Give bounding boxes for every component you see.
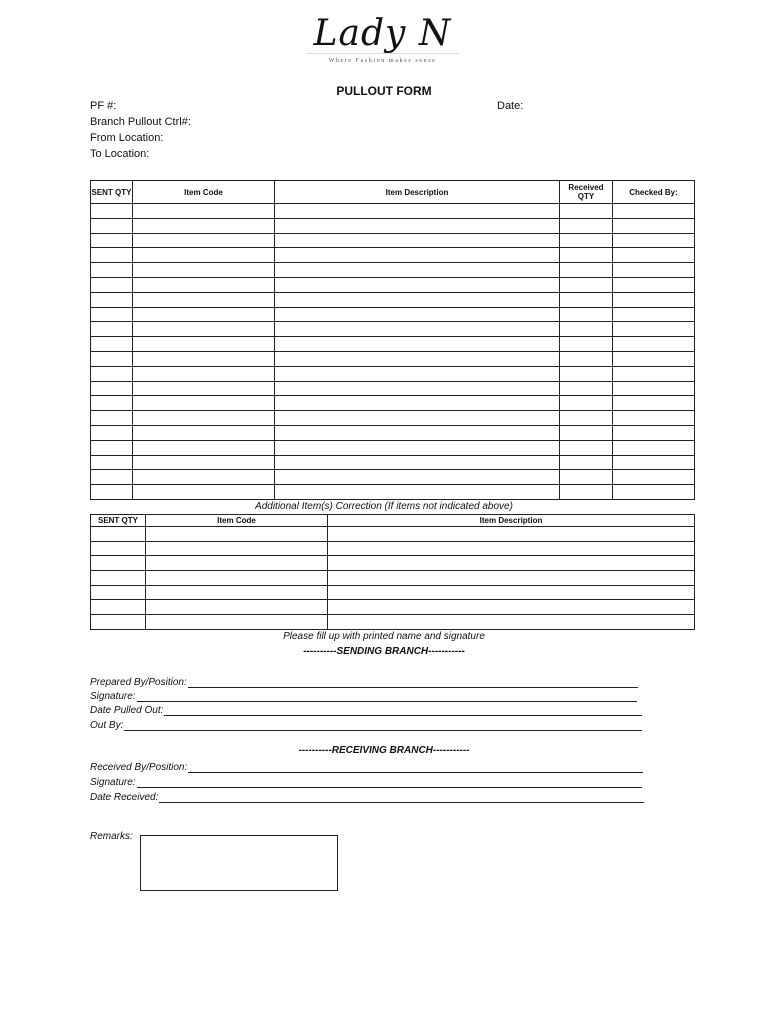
checked-by-cell[interactable] <box>613 470 695 485</box>
sent-qty-cell[interactable] <box>91 455 133 470</box>
item-code-cell[interactable] <box>133 277 275 292</box>
sending-signature-label: Signature: <box>90 691 136 702</box>
checked-by-cell[interactable] <box>613 263 695 278</box>
form-title: PULLOUT FORM <box>336 84 432 98</box>
item-code-cell[interactable] <box>133 455 275 470</box>
received-by-field[interactable] <box>90 759 643 773</box>
item-description-cell[interactable] <box>328 585 695 600</box>
checked-by-cell[interactable] <box>613 455 695 470</box>
item-code-cell[interactable] <box>146 600 328 615</box>
date-received-line[interactable] <box>159 792 644 803</box>
table-header-row <box>91 515 695 527</box>
received-qty-cell[interactable] <box>560 248 613 263</box>
item-description-cell[interactable] <box>275 381 560 396</box>
item-code-cell[interactable] <box>133 366 275 381</box>
pf-number-label: PF #: <box>90 100 117 112</box>
item-description-cell[interactable] <box>275 337 560 352</box>
item-description-cell[interactable] <box>275 411 560 426</box>
date-label: Date: <box>497 100 524 112</box>
received-qty-cell[interactable] <box>560 381 613 396</box>
received-qty-cell[interactable] <box>560 292 613 307</box>
table-row <box>91 527 695 542</box>
received-qty-cell[interactable] <box>560 455 613 470</box>
table-row <box>91 218 695 233</box>
sending-signature-line[interactable] <box>137 691 637 702</box>
header-sent-qty: SENT QTY <box>91 515 146 527</box>
received-by-line[interactable] <box>188 762 643 773</box>
item-description-cell[interactable] <box>275 470 560 485</box>
item-code-cell[interactable] <box>146 585 328 600</box>
table-row <box>91 585 695 600</box>
sent-qty-cell[interactable] <box>91 556 146 571</box>
branch-pullout-ctrl-label: Branch Pullout Ctrl#: <box>90 116 191 128</box>
sent-qty-cell[interactable] <box>91 425 133 440</box>
header-received-qty: Received QTY <box>560 181 613 204</box>
item-description-cell[interactable] <box>275 322 560 337</box>
sent-qty-cell[interactable] <box>91 470 133 485</box>
sent-qty-cell[interactable] <box>91 351 133 366</box>
received-qty-cell[interactable] <box>560 425 613 440</box>
item-description-cell[interactable] <box>275 425 560 440</box>
item-code-cell[interactable] <box>133 204 275 219</box>
table-row <box>91 411 695 426</box>
item-description-cell[interactable] <box>328 571 695 586</box>
remarks-box[interactable] <box>140 835 338 891</box>
receiving-signature-line[interactable] <box>137 777 642 788</box>
sent-qty-cell[interactable] <box>91 600 146 615</box>
checked-by-cell[interactable] <box>613 485 695 500</box>
date-received-field[interactable] <box>90 789 644 803</box>
item-code-cell[interactable] <box>146 527 328 542</box>
item-code-cell[interactable] <box>133 396 275 411</box>
item-code-cell[interactable] <box>133 248 275 263</box>
item-description-cell[interactable] <box>328 541 695 556</box>
receiving-signature-label: Signature: <box>90 777 136 788</box>
checked-by-cell[interactable] <box>613 322 695 337</box>
checked-by-cell[interactable] <box>613 277 695 292</box>
header-item-description: Item Description <box>328 515 695 527</box>
receiving-branch-title: ----------RECEIVING BRANCH----------- <box>298 745 470 756</box>
item-description-cell[interactable] <box>275 248 560 263</box>
sent-qty-cell[interactable] <box>91 218 133 233</box>
sent-qty-cell[interactable] <box>91 396 133 411</box>
table-row <box>91 263 695 278</box>
item-code-cell[interactable] <box>133 351 275 366</box>
out-by-line[interactable] <box>124 720 642 731</box>
table-row <box>91 366 695 381</box>
sent-qty-cell[interactable] <box>91 233 133 248</box>
sent-qty-cell[interactable] <box>91 571 146 586</box>
checked-by-cell[interactable] <box>613 351 695 366</box>
checked-by-cell[interactable] <box>613 396 695 411</box>
table-row <box>91 233 695 248</box>
received-qty-cell[interactable] <box>560 322 613 337</box>
item-description-cell[interactable] <box>275 396 560 411</box>
received-qty-cell[interactable] <box>560 396 613 411</box>
checked-by-cell[interactable] <box>613 218 695 233</box>
to-location-label: To Location: <box>90 148 150 160</box>
sent-qty-cell[interactable] <box>91 366 133 381</box>
item-description-cell[interactable] <box>275 366 560 381</box>
item-code-cell[interactable] <box>133 218 275 233</box>
received-qty-cell[interactable] <box>560 411 613 426</box>
sent-qty-cell[interactable] <box>91 248 133 263</box>
table-row <box>91 248 695 263</box>
item-code-cell[interactable] <box>133 411 275 426</box>
sending-signature-field[interactable] <box>90 688 637 702</box>
checked-by-cell[interactable] <box>613 204 695 219</box>
table-row <box>91 615 695 630</box>
received-qty-cell[interactable] <box>560 233 613 248</box>
item-code-cell[interactable] <box>146 615 328 630</box>
received-qty-cell[interactable] <box>560 218 613 233</box>
header-item-description: Item Description <box>275 181 560 204</box>
table-row <box>91 455 695 470</box>
table-row <box>91 556 695 571</box>
table-row <box>91 292 695 307</box>
sent-qty-cell[interactable] <box>91 541 146 556</box>
checked-by-cell[interactable] <box>613 381 695 396</box>
date-pulled-out-label: Date Pulled Out: <box>90 705 164 716</box>
item-code-cell[interactable] <box>133 440 275 455</box>
item-code-cell[interactable] <box>146 571 328 586</box>
table-row <box>91 470 695 485</box>
item-description-cell[interactable] <box>275 485 560 500</box>
sent-qty-cell[interactable] <box>91 585 146 600</box>
out-by-label: Out By: <box>90 720 124 731</box>
item-description-cell[interactable] <box>328 556 695 571</box>
table-row <box>91 485 695 500</box>
additional-items-table <box>90 514 695 630</box>
item-code-cell[interactable] <box>133 337 275 352</box>
table-row <box>91 337 695 352</box>
prepared-by-field[interactable] <box>90 674 638 688</box>
received-qty-cell[interactable] <box>560 277 613 292</box>
item-description-cell[interactable] <box>275 263 560 278</box>
item-code-cell[interactable] <box>133 233 275 248</box>
out-by-field[interactable] <box>90 717 642 731</box>
sent-qty-cell[interactable] <box>91 411 133 426</box>
remarks-label: Remarks: <box>90 831 133 842</box>
item-code-cell[interactable] <box>133 425 275 440</box>
fill-instructions: Please fill up with printed name and signature <box>283 631 485 642</box>
date-pulled-out-line[interactable] <box>164 705 642 716</box>
brand-logo <box>300 12 465 74</box>
sent-qty-cell[interactable] <box>91 381 133 396</box>
item-code-cell[interactable] <box>133 381 275 396</box>
sent-qty-cell[interactable] <box>91 263 133 278</box>
item-description-cell[interactable] <box>275 204 560 219</box>
table-header-row <box>91 181 695 204</box>
table-row <box>91 381 695 396</box>
item-description-cell[interactable] <box>275 455 560 470</box>
checked-by-cell[interactable] <box>613 233 695 248</box>
table-row <box>91 571 695 586</box>
checked-by-cell[interactable] <box>613 425 695 440</box>
item-code-cell[interactable] <box>133 470 275 485</box>
checked-by-cell[interactable] <box>613 248 695 263</box>
sent-qty-cell[interactable] <box>91 322 133 337</box>
item-description-cell[interactable] <box>328 615 695 630</box>
date-received-label: Date Received: <box>90 792 159 803</box>
table-row <box>91 541 695 556</box>
received-qty-cell[interactable] <box>560 307 613 322</box>
date-pulled-out-field[interactable] <box>90 702 642 716</box>
prepared-by-line[interactable] <box>188 677 638 688</box>
logo-divider-ornament <box>306 52 459 55</box>
item-description-cell[interactable] <box>275 218 560 233</box>
from-location-label: From Location: <box>90 132 164 144</box>
item-code-cell[interactable] <box>133 292 275 307</box>
sent-qty-cell[interactable] <box>91 615 146 630</box>
sending-branch-title: ----------SENDING BRANCH----------- <box>303 646 465 657</box>
received-qty-cell[interactable] <box>560 337 613 352</box>
received-qty-cell[interactable] <box>560 470 613 485</box>
table-row <box>91 322 695 337</box>
checked-by-cell[interactable] <box>613 440 695 455</box>
pullout-items-table <box>90 180 695 500</box>
item-description-cell[interactable] <box>275 277 560 292</box>
received-by-label: Received By/Position: <box>90 762 188 773</box>
table-row <box>91 425 695 440</box>
table-row <box>91 600 695 615</box>
header-sent-qty: SENT QTY <box>91 181 133 204</box>
table-row <box>91 277 695 292</box>
checked-by-cell[interactable] <box>613 292 695 307</box>
checked-by-cell[interactable] <box>613 337 695 352</box>
item-code-cell[interactable] <box>133 307 275 322</box>
item-code-cell[interactable] <box>133 322 275 337</box>
header-item-code: Item Code <box>133 181 275 204</box>
prepared-by-label: Prepared By/Position: <box>90 677 187 688</box>
item-code-cell[interactable] <box>133 485 275 500</box>
checked-by-cell[interactable] <box>613 366 695 381</box>
received-qty-cell[interactable] <box>560 366 613 381</box>
sent-qty-cell[interactable] <box>91 440 133 455</box>
received-qty-cell[interactable] <box>560 440 613 455</box>
received-qty-cell[interactable] <box>560 485 613 500</box>
sent-qty-cell[interactable] <box>91 307 133 322</box>
table-row <box>91 440 695 455</box>
sent-qty-cell[interactable] <box>91 527 146 542</box>
sent-qty-cell[interactable] <box>91 292 133 307</box>
receiving-signature-field[interactable] <box>90 774 642 788</box>
item-description-cell[interactable] <box>275 233 560 248</box>
item-description-cell[interactable] <box>275 292 560 307</box>
sent-qty-cell[interactable] <box>91 485 133 500</box>
brand-tagline: Where Fashion makes sense <box>328 58 437 64</box>
table-row <box>91 396 695 411</box>
table-row <box>91 307 695 322</box>
sent-qty-cell[interactable] <box>91 337 133 352</box>
received-qty-cell[interactable] <box>560 263 613 278</box>
sent-qty-cell[interactable] <box>91 277 133 292</box>
checked-by-cell[interactable] <box>613 411 695 426</box>
item-description-cell[interactable] <box>328 527 695 542</box>
received-qty-cell[interactable] <box>560 204 613 219</box>
item-description-cell[interactable] <box>275 440 560 455</box>
item-description-cell[interactable] <box>275 351 560 366</box>
item-code-cell[interactable] <box>133 263 275 278</box>
item-description-cell[interactable] <box>275 307 560 322</box>
brand-name: Lady N <box>313 13 452 54</box>
table-row <box>91 351 695 366</box>
additional-items-caption: Additional Item(s) Correction (If items not indicated above) <box>255 501 513 512</box>
header-item-code: Item Code <box>146 515 328 527</box>
item-description-cell[interactable] <box>328 600 695 615</box>
received-qty-cell[interactable] <box>560 351 613 366</box>
sent-qty-cell[interactable] <box>91 204 133 219</box>
checked-by-cell[interactable] <box>613 307 695 322</box>
header-checked-by: Checked By: <box>613 181 695 204</box>
item-code-cell[interactable] <box>146 541 328 556</box>
table-row <box>91 204 695 219</box>
item-code-cell[interactable] <box>146 556 328 571</box>
